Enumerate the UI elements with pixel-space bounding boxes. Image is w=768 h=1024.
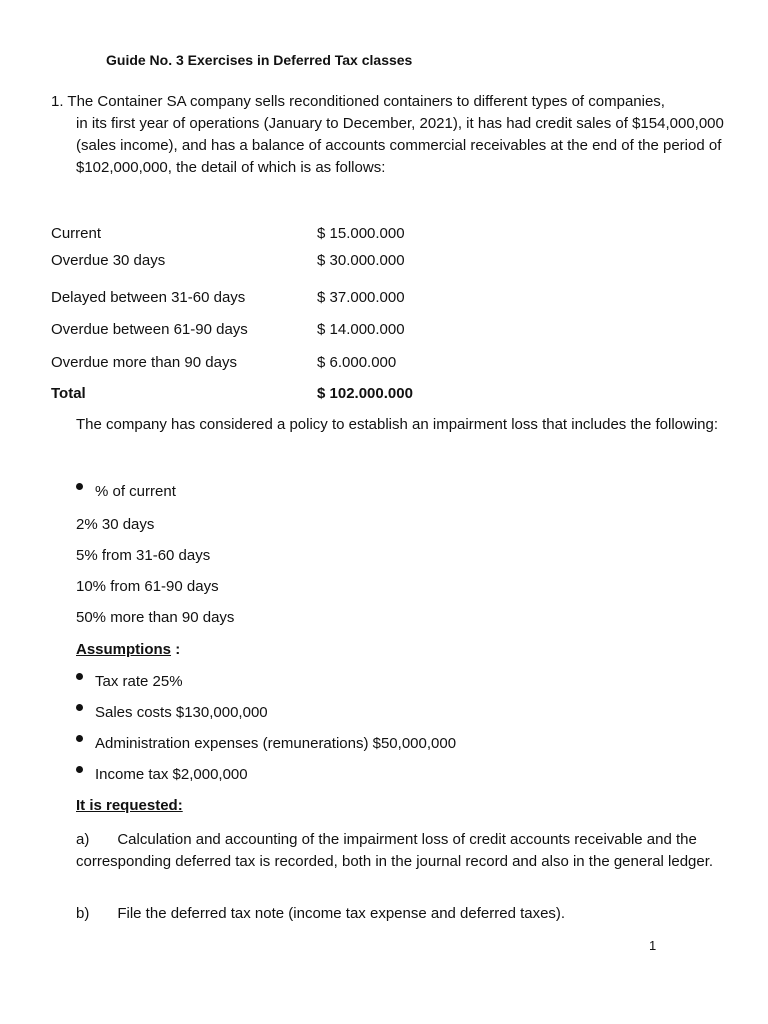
policy-item: 2% 30 days [76, 516, 155, 533]
table-row-value: $ 6.000.000 [317, 354, 397, 371]
bullet-dot-icon [76, 766, 83, 773]
assumption-item: Tax rate 25% [95, 673, 183, 690]
policy-item: % of current [95, 483, 176, 500]
intro-first-line: 1. The Container SA company sells reconditioned containers to different types of companies, [51, 93, 665, 110]
table-row-label: Overdue 30 days [51, 252, 166, 269]
policy-item: 5% from 31-60 days [76, 547, 211, 564]
policy-item: 50% more than 90 days [76, 609, 235, 626]
table-row-label: Overdue more than 90 days [51, 354, 237, 371]
bullet-dot-icon [76, 704, 83, 711]
requested-heading: It is requested: [76, 797, 183, 814]
table-row-value: $ 30.000.000 [317, 252, 405, 269]
table-total-value: $ 102.000.000 [317, 385, 413, 402]
policy-paragraph: The company has considered a policy to establish an impairment loss that includes the following: [76, 416, 719, 433]
assumptions-colon: : [175, 641, 181, 658]
request-marker: b) [76, 905, 90, 922]
intro-rest: in its first year of operations (January to December, 2021), it has had credit sales of $154,000,000 (sales income), and has a balance of accounts commercial receivables at the end of the period of $102,000,000, the detail of which is as follows: [76, 115, 724, 176]
table-row-label: Delayed between 31-60 days [51, 289, 246, 306]
intro-paragraph [51, 91, 731, 179]
request-b [76, 905, 565, 922]
table-row-value: $ 14.000.000 [317, 321, 405, 338]
request-text: Calculation and accounting of the impairment loss of credit accounts receivable and the corresponding deferred tax is recorded, both in the journal record and also in the general ledger. [76, 831, 714, 870]
bullet-dot-icon [76, 673, 83, 680]
assumption-item: Income tax $2,000,000 [95, 766, 248, 783]
request-marker: a) [76, 831, 90, 848]
bullet-dot-icon [76, 735, 83, 742]
assumption-item: Sales costs $130,000,000 [95, 704, 268, 721]
page-number: 1 [649, 938, 657, 953]
assumptions-heading-text: Assumptions [76, 641, 172, 658]
table-row-label: Current [51, 225, 102, 242]
table-row-value: $ 37.000.000 [317, 289, 405, 306]
table-row-value: $ 15.000.000 [317, 225, 405, 242]
request-a [76, 829, 726, 873]
policy-item: 10% from 61-90 days [76, 578, 219, 595]
document-title: Guide No. 3 Exercises in Deferred Tax classes [106, 52, 413, 68]
request-text: File the deferred tax note (income tax expense and deferred taxes). [117, 905, 566, 922]
bullet-dot-icon [76, 483, 83, 490]
assumptions-heading [76, 641, 180, 658]
assumption-item: Administration expenses (remunerations) $50,000,000 [95, 735, 457, 752]
table-total-label: Total [51, 385, 86, 402]
table-row-label: Overdue between 61-90 days [51, 321, 248, 338]
